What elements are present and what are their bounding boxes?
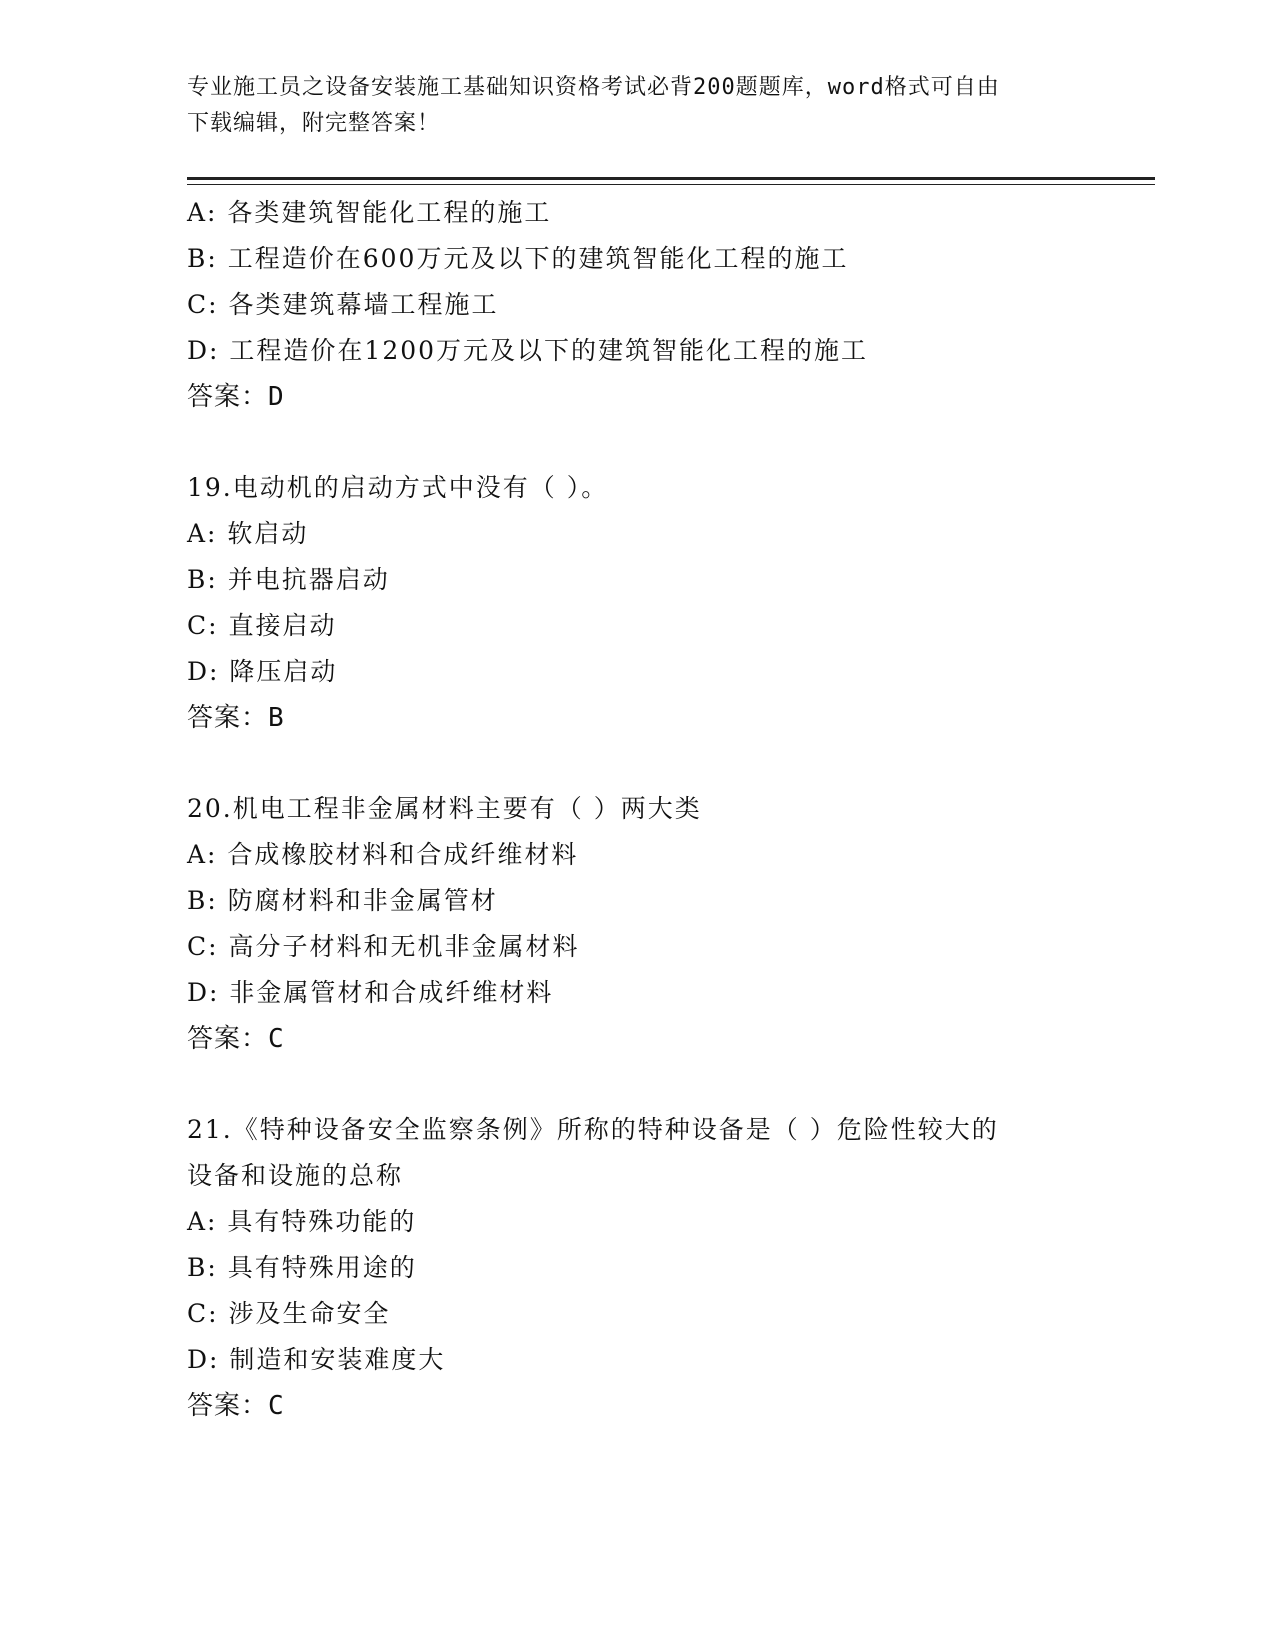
question-21-block	[187, 1107, 1087, 1429]
q18-option-c: C: 各类建筑幕墙工程施工	[187, 290, 499, 319]
question-20-block	[187, 786, 1087, 1062]
question-19-block	[187, 465, 1087, 741]
q21-option-a: A: 具有特殊功能的	[187, 1207, 417, 1236]
spacer	[187, 420, 1087, 465]
q18-option-a: A: 各类建筑智能化工程的施工	[187, 198, 552, 227]
q19-option-b: B: 并电抗器启动	[187, 565, 390, 594]
q20-option-a: A: 合成橡胶材料和合成纤维材料	[187, 840, 579, 869]
q20-option-d: D: 非金属管材和合成纤维材料	[187, 978, 554, 1007]
q20-option-c: C: 高分子材料和无机非金属材料	[187, 932, 580, 961]
q20-answer: 答案：C	[187, 1024, 285, 1054]
q20-stem: 20.机电工程非金属材料主要有（ ）两大类	[187, 794, 702, 823]
header-divider-thin	[187, 184, 1155, 185]
q19-option-c: C: 直接启动	[187, 611, 337, 640]
question-18-block	[187, 190, 1087, 420]
q19-option-d: D: 降压启动	[187, 657, 338, 686]
q21-stem-line-1: 21.《特种设备安全监察条例》所称的特种设备是（ ）危险性较大的	[187, 1115, 999, 1144]
header-line-1: 专业施工员之设备安装施工基础知识资格考试必背200题题库，word格式可自由	[187, 75, 1000, 100]
header-line-2: 下载编辑，附完整答案！	[187, 111, 441, 136]
spacer	[187, 741, 1087, 786]
q21-stem-line-2: 设备和设施的总称	[187, 1161, 404, 1190]
q19-option-a: A: 软启动	[187, 519, 309, 548]
q21-option-c: C: 涉及生命安全	[187, 1299, 391, 1328]
document-header	[187, 70, 1067, 142]
q20-option-b: B: 防腐材料和非金属管材	[187, 886, 498, 915]
q18-answer: 答案：D	[187, 382, 285, 412]
header-divider-thick	[187, 177, 1155, 180]
spacer	[187, 1062, 1087, 1107]
q21-answer: 答案：C	[187, 1391, 285, 1421]
q19-answer: 答案：B	[187, 703, 285, 733]
q18-option-d: D: 工程造价在1200万元及以下的建筑智能化工程的施工	[187, 336, 869, 365]
q19-stem: 19.电动机的启动方式中没有（ ）。	[187, 473, 609, 502]
q21-option-b: B: 具有特殊用途的	[187, 1253, 417, 1282]
q21-option-d: D: 制造和安装难度大	[187, 1345, 446, 1374]
question-list	[187, 190, 1087, 1429]
q18-option-b: B: 工程造价在600万元及以下的建筑智能化工程的施工	[187, 244, 849, 273]
